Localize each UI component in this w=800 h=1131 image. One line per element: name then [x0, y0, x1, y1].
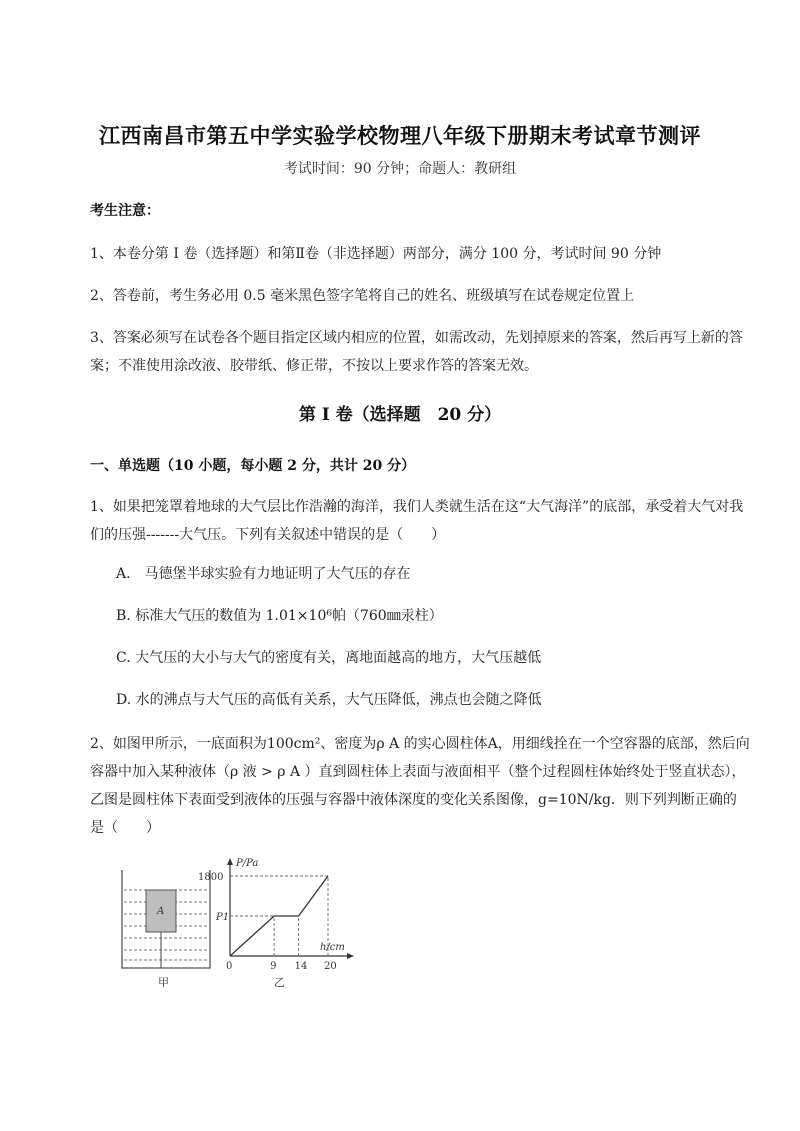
y-tick-p1: P1	[216, 912, 230, 923]
notice-item-3: 3、答案必须写在试卷各个题目指定区域内相应的位置，如需改动，先划掉原来的答案，然后再写上新的答案；不准使用涂改液、胶带纸、修正带，不按以上要求作答的答案无效。	[90, 330, 743, 374]
jia-caption: 甲	[158, 976, 169, 989]
notice-item-1: 1、本卷分第 I 卷（选择题）和第Ⅱ卷（非选择题）两部分，满分 100 分，考试时间 90 分钟	[90, 246, 662, 262]
origin-label: 0	[226, 961, 233, 972]
question-1-option-d: D. 水的沸点与大气压的高低有关系，大气压降低，沸点也会随之降低	[116, 692, 542, 708]
x-tick-20: 20	[324, 961, 337, 972]
question-2-stem: 2、如图甲所示，一底面积为100cm²、密度为ρ A 的实心圆柱体A，用细线拴在一个空容器的底部，然后向容器中加入某种液体（ρ 液 > ρ A ）直到圆柱体上表面与液面相平（整个过程圆柱体始终处于竖直状态），乙图是圆柱体下表面受到液体的压强与容器中液体深度的变化关系图像，g=10N/kg．则下列判断正确的是（ ）	[90, 736, 750, 836]
x-axis-label: h/cm	[320, 942, 345, 953]
pressure-chart	[198, 858, 354, 989]
figure-svg	[112, 852, 372, 992]
notice-heading: 考生注意：	[90, 203, 160, 219]
part-heading: 一、单选题（10 小题，每小题 2 分，共计 20 分）	[90, 458, 416, 474]
pressure-series-line	[230, 876, 328, 956]
question-1-option-b: B. 标准大气压的数值为 1.01×10⁶帕（760㎜汞柱）	[116, 608, 443, 624]
exam-subtitle: 考试时间：90 分钟；命题人：教研组	[283, 161, 517, 177]
yi-caption: 乙	[274, 976, 285, 989]
y-axis-label: P/Pa	[236, 858, 259, 869]
question-1-option-c: C. 大气压的大小与大气的密度有关，离地面越高的地方，大气压越低	[116, 650, 542, 666]
question-1-stem: 1、如果把笼罩着地球的大气层比作浩瀚的海洋，我们人类就生活在这“大气海洋”的底部，承受着大气对我们的压强-------大气压。下列有关叙述中错误的是（ ）	[90, 499, 744, 543]
x-tick-14: 14	[294, 961, 308, 972]
container-diagram	[122, 870, 210, 989]
y-tick-1800: 1800	[198, 872, 224, 883]
exam-title: 江西南昌市第五中学实验学校物理八年级下册期末考试章节测评	[99, 123, 701, 148]
x-tick-9: 9	[270, 961, 277, 972]
x-axis-arrow	[347, 953, 354, 959]
block-a-label: A	[157, 906, 165, 917]
y-axis-arrow	[227, 858, 233, 865]
notice-item-2: 2、答卷前，考生务必用 0.5 毫米黑色签字笔将自己的姓名、班级填写在试卷规定位置上	[90, 288, 635, 304]
question-2-figure	[112, 852, 372, 992]
section-title: 第 I 卷（选择题 20 分）	[298, 405, 502, 425]
question-1-option-a: A. 马德堡半球实验有力地证明了大气压的存在	[116, 566, 411, 582]
